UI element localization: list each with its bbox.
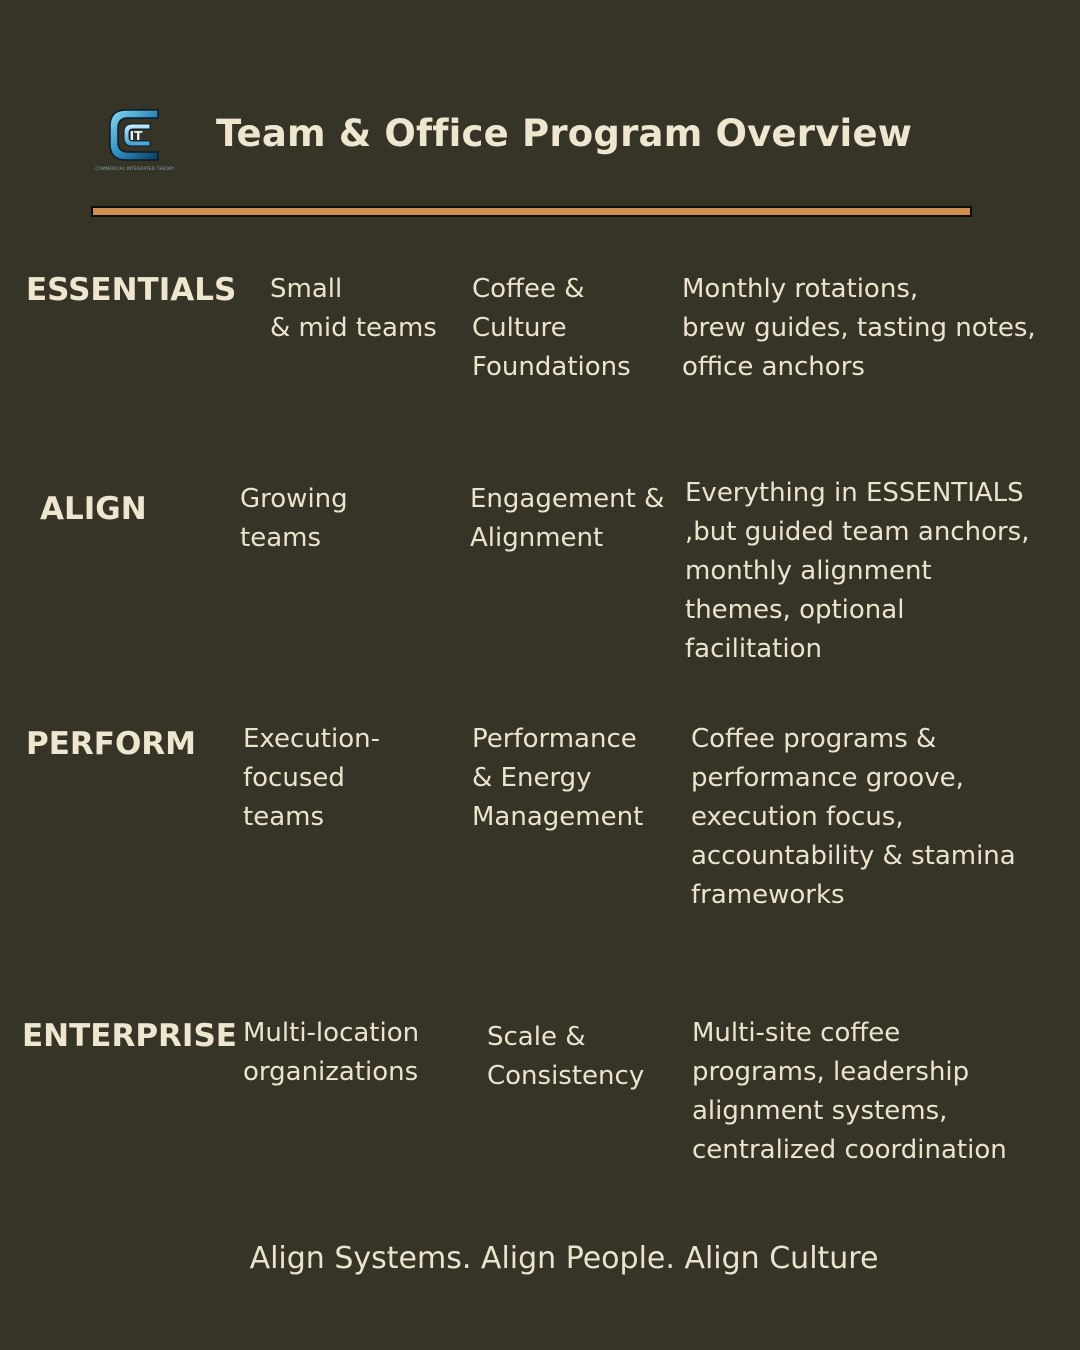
cit-logo-icon — [80, 104, 190, 166]
tier-focus: Coffee & Culture Foundations — [472, 274, 631, 382]
company-logo — [80, 104, 190, 176]
tier-description: Monthly rotations, brew guides, tasting notes, office anchors — [682, 274, 1036, 382]
tier-focus: Performance & Energy Management — [472, 724, 644, 832]
footer-tagline: Align Systems. Align People. Align Culture — [249, 1241, 879, 1276]
tier-name: ALIGN — [40, 491, 147, 527]
tier-audience: Growing teams — [240, 484, 348, 553]
tier-description: Everything in ESSENTIALS ,but guided team anchors, monthly alignment themes, optional facilitation — [685, 478, 1030, 664]
tier-audience: Small & mid teams — [270, 274, 437, 343]
page-title: Team & Office Program Overview — [216, 112, 913, 155]
tier-name: ESSENTIALS — [26, 272, 237, 308]
tier-name: PERFORM — [26, 726, 197, 762]
tier-name: ENTERPRISE — [22, 1018, 237, 1054]
logo-letters: IT — [129, 129, 143, 143]
tier-focus: Scale & Consistency — [487, 1022, 645, 1091]
tier-focus: Engagement & Alignment — [470, 484, 665, 553]
header-divider — [91, 206, 972, 217]
tier-audience: Execution- focused teams — [243, 724, 380, 832]
logo-caption: COMMERCIAL INTEGRATED THEORY — [95, 166, 175, 171]
tier-description: Multi-site coffee programs, leadership alignment systems, centralized coordination — [692, 1018, 1007, 1165]
tier-audience: Multi-location organizations — [243, 1018, 420, 1087]
tier-description: Coffee programs & performance groove, execution focus, accountability & stamina frameworks — [691, 724, 1016, 910]
